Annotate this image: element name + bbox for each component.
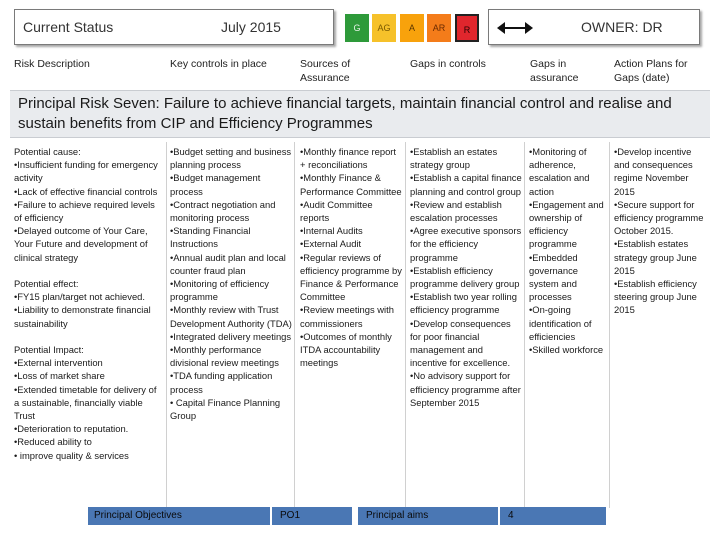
objective-code: PO1 (280, 510, 301, 521)
current-status-label: Current Status (23, 19, 114, 35)
action-plans-text: •Develop incentive and consequences regime November 2015 •Secure support for efficiency programme October 2015. •Establish estates strategy group June 2015 •Establish efficiency steering group June 2015 (614, 146, 704, 316)
principal-aims-value: 4 (508, 510, 514, 521)
rag-amber: A (400, 14, 424, 42)
header-key-controls: Key controls in place (170, 58, 267, 70)
owner-label: OWNER: DR (581, 19, 663, 35)
current-status-box (14, 9, 334, 45)
rag-red-selected: R (455, 14, 479, 42)
gaps-in-assurance-text: •Monitoring of adherence, escalation and action •Engagement and ownership of efficiency programme •Embedded governance system and processes •On-going identification of efficiencies •Skilled workforce (529, 146, 604, 356)
column-divider (294, 142, 295, 508)
risk-title: Principal Risk Seven: Failure to achieve financial targets, maintain financial control and realise and sustain benefits from CIP and Efficiency Programmes (18, 95, 672, 132)
double-arrow-icon (497, 19, 533, 37)
principal-aims-label: Principal aims (366, 510, 429, 521)
header-risk-description: Risk Description (14, 58, 90, 70)
principal-objectives-label: Principal Objectives (94, 510, 182, 521)
header-gaps-in-assurance: Gaps in assurance (530, 58, 579, 84)
risk-description-text: Potential cause: •Insufficient funding for emergency activity •Lack of effective financial controls •Failure to achieve required levels of efficiency •Delayed outcome of Your Care, Your Future and development of clinical strategy Potential effect: •FY15 plan/target not achieved. •Liability to demonstrate financial sustainability Potential Impact: •External intervention •Loss of market share •Extended timetable for delivery of a sustainable, financially viable Trust •Deterioration to reputation. •Reduced ability to • improve quality & services (14, 146, 158, 461)
rag-amber-green: AG (372, 14, 396, 42)
column-divider (609, 142, 610, 508)
column-divider (405, 142, 406, 508)
rag-amber-red: AR (427, 14, 451, 42)
aims-value-bar (500, 507, 606, 525)
status-date: July 2015 (221, 19, 281, 35)
header-sources-of-assurance: Sources of Assurance (300, 58, 351, 84)
header-gaps-in-controls: Gaps in controls (410, 58, 486, 70)
column-divider (166, 142, 167, 508)
key-controls-text: •Budget setting and business planning process •Budget management process •Contract negotiation and monitoring process •Standing Financial Instructions •Annual audit plan and local counter fraud plan •Monitoring of efficiency programme •Monthly review with Trust Development Authority (TDA) •Integrated delivery meetings •Monthly performance divisional review meetings •TDA funding application process • Capital Finance Planning Group (170, 146, 292, 422)
rag-green: G (345, 14, 369, 42)
gaps-in-controls-text: •Establish an estates strategy group •Establish a capital finance planning and control group •Review and establish escalation processes •Agree executive sponsors for the efficiency programme •Establish efficiency programme delivery group •Establish two year rolling efficiency programme •Develop consequences for poor financial management and incentive for excellence. •No advisory support for efficiency programme after September 2015 (410, 146, 522, 408)
column-divider (524, 142, 525, 508)
owner-box (488, 9, 700, 45)
sources-of-assurance-text: •Monthly finance report + reconciliations •Monthly Finance & Performance Committee •Audit Committee reports •Internal Audits •External Audit •Regular reviews of efficiency programme by Finance & Performance Committee •Review meetings with commissioners •Outcomes of monthly ITDA accountability meetings (300, 146, 402, 369)
header-action-plans: Action Plans for Gaps (date) (614, 58, 688, 84)
risk-title-band (10, 90, 710, 138)
